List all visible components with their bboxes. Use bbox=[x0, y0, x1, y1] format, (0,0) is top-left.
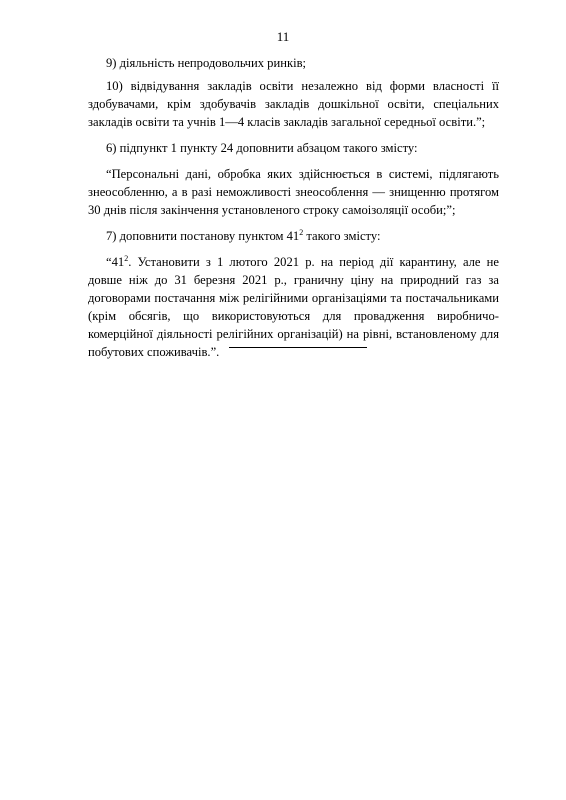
page-number: 11 bbox=[276, 29, 290, 44]
paragraph-item-7 bbox=[88, 227, 499, 245]
quote-point-41-2-lead: “41 bbox=[106, 255, 125, 269]
quote-point-41-2-text: . Установити з 1 лютого 2021 р. на період дії карантину, але не довше ніж до 31 березня 2021 р., граничну ціну на природний газ за договорами постачання між релігійними організаціями та постачальниками (крім обсягів, що використовуються для провадження виробничо-комерційної діяльності релігійних організацій) на рівні, встановленому для побутових споживачів.”. bbox=[88, 255, 499, 359]
paragraph-item-9: 9) діяльність непродовольчих ринків; bbox=[106, 56, 307, 70]
paragraph-item-7-tail: такого змісту: bbox=[303, 229, 381, 243]
paragraph-item-10: 10) відвідування закладів освіти незалежно від форми власності її здобувачами, крім здобувачів закладів дошкільної освіти, спеціальних закладів освіти та учнів 1—4 класів закладів загальної середньої освіти.”; bbox=[88, 79, 499, 129]
quote-point-41-2 bbox=[88, 253, 499, 361]
end-divider-line bbox=[229, 347, 367, 348]
document-body bbox=[88, 54, 499, 361]
quote-point-41-2-superscript: 2 bbox=[124, 253, 129, 263]
paragraph-item-7-superscript: 2 bbox=[299, 227, 304, 237]
paragraph-item-7-text: 7) доповнити постанову пунктом 41 bbox=[106, 229, 300, 243]
quote-personal-data: “Персональні дані, обробка яких здійснюється в системі, підлягають знеособленню, а в разі неможливості знеособлення — знищенню протягом 30 днів після закінчення установленого строку самоізоляції особи;”; bbox=[88, 167, 499, 217]
paragraph-item-6: 6) підпункт 1 пункту 24 доповнити абзацом такого змісту: bbox=[106, 141, 418, 155]
